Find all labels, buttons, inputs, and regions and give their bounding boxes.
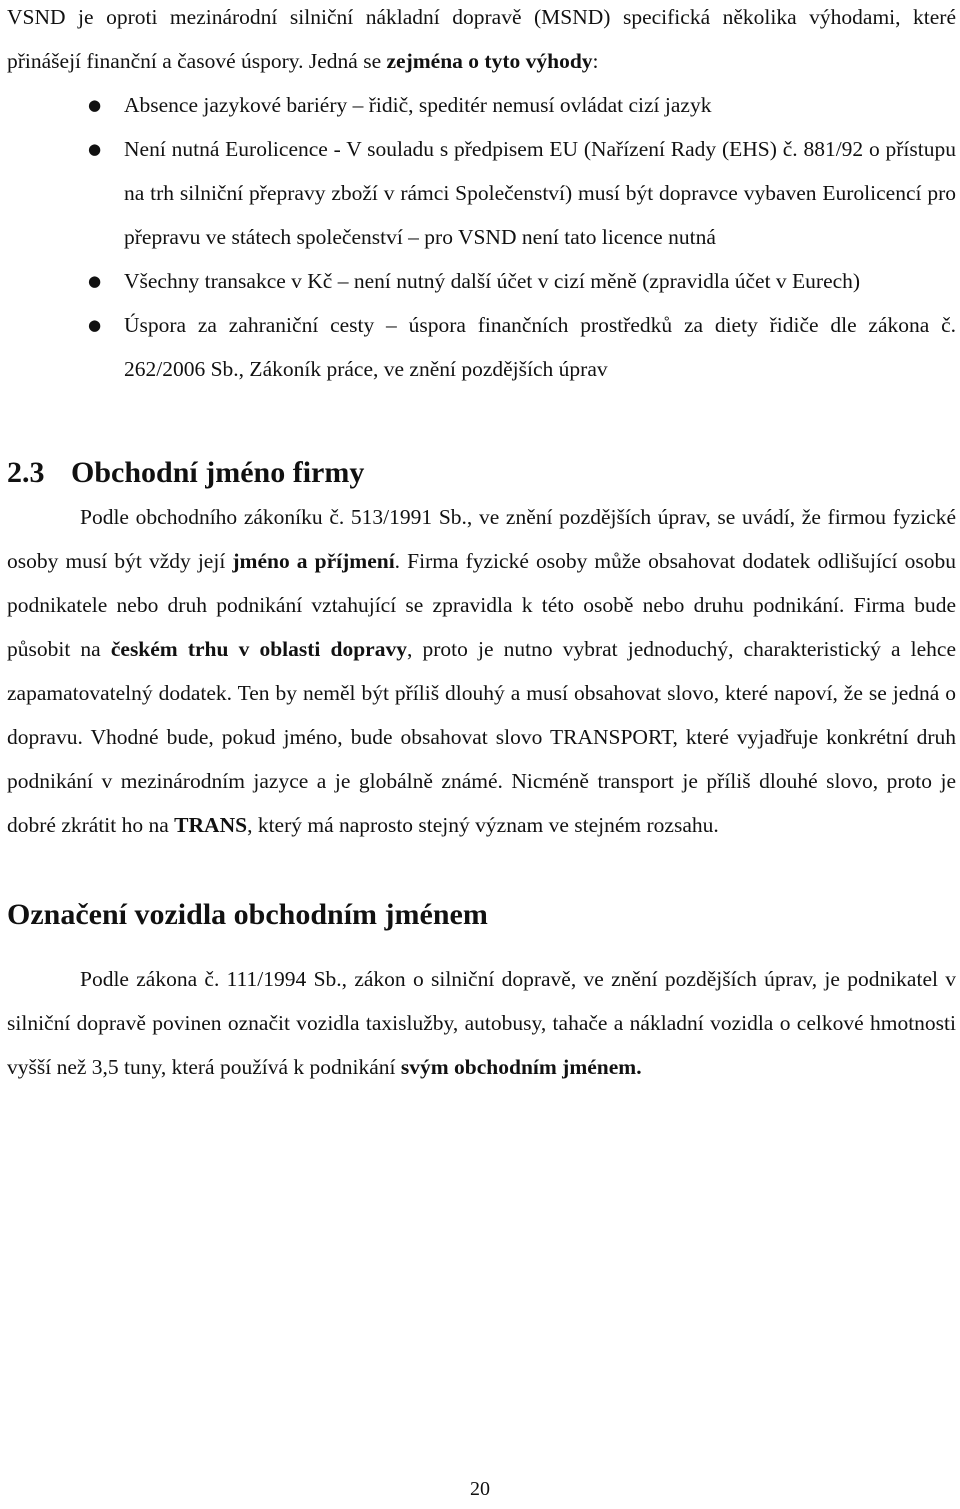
intro-paragraph: VSND je oproti mezinárodní silniční nákladní dopravě (MSND) specifická několika výhodami, které přinášejí finanční a časové úspory. Jedná se zejména o tyto výhody: [7, 5, 956, 73]
bullet-icon: ● [88, 272, 102, 290]
list-item: ● Úspora za zahraniční cesty – úspora finančních prostředků za diety řidiče dle zákona č. 262/2006 Sb., Zákoník práce, ve znění pozdějších úprav [124, 303, 956, 391]
page-number: 20 [470, 1478, 490, 1500]
list-item: ● Všechny transakce v Kč – není nutný další účet v cizí měně (zpravidla účet v Eurech) [124, 259, 956, 303]
section-heading-obchodni-jmeno [7, 453, 956, 493]
advantages-list [7, 83, 956, 391]
bullet-icon: ● [88, 96, 102, 114]
oznaceni-vozidla-paragraph: Podle zákona č. 111/1994 Sb., zákon o silniční dopravě, ve znění pozdějších úprav, je podnikatel v silniční dopravě povinen označit vozidla taxislužby, autobusy, tahače a nákladní vozidla o celkové hmotnosti vyšší než 3,5 tuny, která používá k podnikání svým obchodním jménem. [7, 967, 956, 1079]
section-title: Obchodní jméno firmy [71, 456, 365, 489]
section-heading-oznaceni-vozidla [7, 895, 956, 935]
bullet-icon: ● [88, 140, 102, 158]
section-number: 2.3 [7, 456, 45, 489]
list-item: ● Není nutná Eurolicence - V souladu s předpisem EU (Nařízení Rady (EHS) č. 881/92 o přístupu na trh silniční přepravy zboží v rámci Společenství) musí být dopravce vybaven Eurolicencí pro přepravu ve státech společenství – pro VSND není tato licence nutná [124, 127, 956, 259]
intro-emphasis: zejména o tyto výhody [386, 49, 593, 73]
list-item: ● Absence jazykové bariéry – řidič, speditér nemusí ovládat cizí jazyk [124, 83, 956, 127]
obchodni-jmeno-paragraph: Podle obchodního zákoníku č. 513/1991 Sb., ve znění pozdějších úprav, se uvádí, že firmou fyzické osoby musí být vždy její jméno a příjmení. Firma fyzické osoby může obsahovat dodatek odlišující osobu podnikatele nebo druh podnikání vztahující se zpravidla k této osobě nebo druhu podnikání. Firma bude působit na českém trhu v oblasti dopravy, proto je nutno vybrat jednoduchý, charakteristický a lehce zapamatovatelný dodatek. Ten by neměl být příliš dlouhý a musí obsahovat slovo, které napoví, že se jedná o dopravu. Vhodné bude, pokud jméno, bude obsahovat slovo TRANSPORT, které vyjadřuje konkrétní druh podnikání v mezinárodním jazyce a je globálně známé. Nicméně transport je příliš dlouhé slovo, proto je dobré zkrátit ho na TRANS, který má naprosto stejný význam ve stejném rozsahu. [7, 505, 956, 837]
section-title: Označení vozidla obchodním jménem [7, 898, 488, 931]
bullet-icon: ● [88, 316, 102, 334]
